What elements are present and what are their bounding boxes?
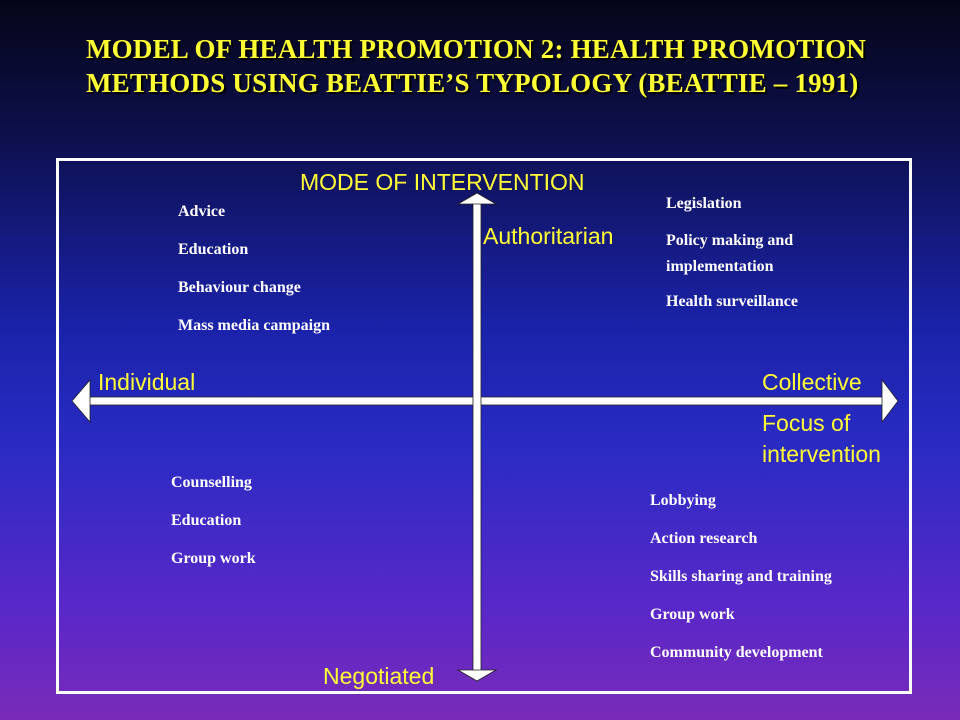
- focus-of-intervention-heading: Focus of intervention: [762, 410, 881, 467]
- list-item: Mass media campaign: [178, 317, 330, 334]
- list-item: Legislation: [666, 195, 742, 212]
- list-item: Action research: [650, 530, 758, 547]
- quadrant-bottom-right-list: [650, 491, 832, 681]
- list-item: Community development: [650, 644, 823, 661]
- list-item: Counselling: [171, 474, 252, 491]
- list-item: Education: [171, 512, 242, 529]
- list-item: Skills sharing and training: [650, 568, 832, 585]
- quadrant-top-right-list: [666, 194, 866, 330]
- list-item: Behaviour change: [178, 279, 301, 296]
- list-item: Health surveillance: [666, 293, 798, 310]
- quadrant-bottom-left-list: [171, 473, 256, 587]
- mode-of-intervention-heading: MODE OF INTERVENTION: [300, 169, 585, 195]
- list-item: Advice: [178, 203, 226, 220]
- slide-title: MODEL OF HEALTH PROMOTION 2: HEALTH PROMOTION METHODS USING BEATTIE’S TYPOLOGY (BEATTIE – 1991): [86, 34, 867, 98]
- quadrant-top-left-list: [178, 202, 330, 354]
- list-item: Policy making and implementation: [666, 232, 794, 275]
- individual-label: Individual: [98, 369, 196, 395]
- negotiated-label: Negotiated: [323, 663, 435, 689]
- collective-label: Collective: [762, 369, 862, 395]
- vertical-axis-arrow: [458, 193, 496, 681]
- authoritarian-label: Authoritarian: [483, 223, 614, 249]
- list-item: Lobbying: [650, 492, 716, 509]
- list-item: Education: [178, 241, 249, 258]
- list-item: Group work: [650, 606, 735, 623]
- list-item: Group work: [171, 550, 256, 567]
